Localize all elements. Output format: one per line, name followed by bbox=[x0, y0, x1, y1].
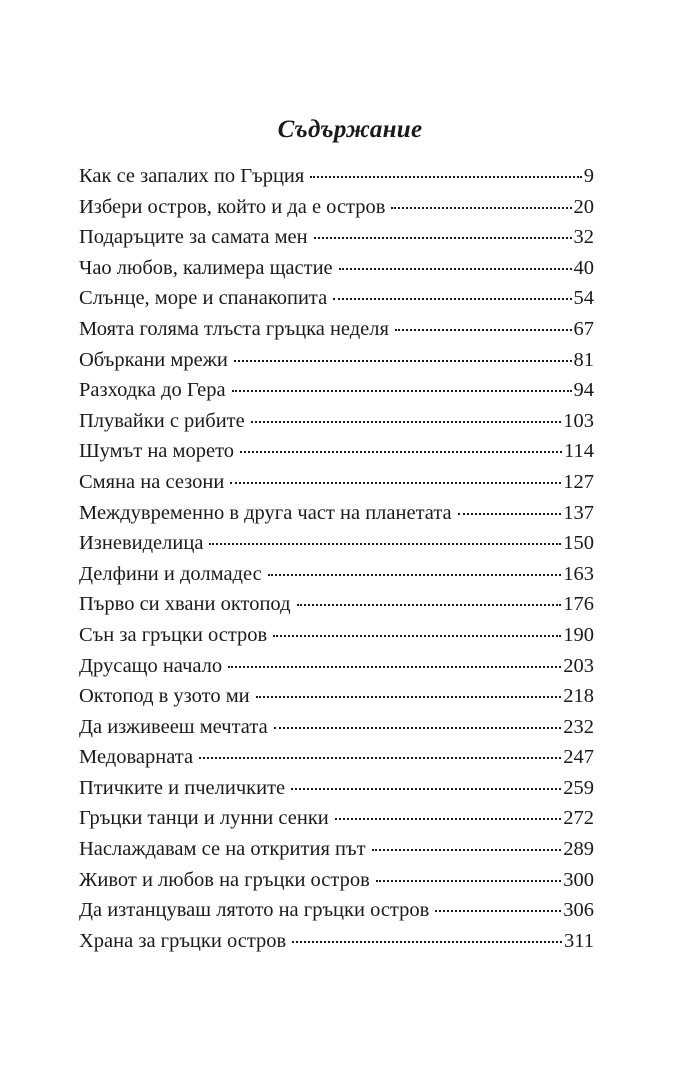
toc-entry bbox=[79, 253, 594, 284]
toc-entry bbox=[79, 620, 594, 651]
toc-entry bbox=[79, 345, 594, 376]
toc-entry bbox=[79, 803, 594, 834]
toc-entry-title: Моята голяма тлъста гръцка неделя bbox=[79, 317, 389, 340]
toc-entry-title: Разходка до Гера bbox=[79, 379, 226, 402]
toc-entry-page-number: 232 bbox=[563, 715, 594, 738]
dot-leader bbox=[335, 818, 562, 820]
page-title: Съдържание bbox=[277, 115, 423, 143]
toc-entry bbox=[79, 528, 594, 559]
toc-entry bbox=[79, 681, 594, 712]
toc-entry-page-number: 9 bbox=[583, 165, 594, 187]
toc-entry-page-number: 190 bbox=[563, 623, 594, 646]
toc-entry-page-number: 203 bbox=[563, 654, 594, 677]
toc-entry-title: Избери остров, който и да е остров bbox=[79, 195, 386, 218]
toc-entry-title: Да изтанцуваш лятото на гръцки остров bbox=[79, 899, 430, 922]
toc-entry bbox=[79, 651, 594, 682]
toc-entry-page-number: 20 bbox=[573, 195, 594, 218]
dot-leader bbox=[240, 451, 562, 453]
dot-leader bbox=[395, 329, 572, 331]
toc-entry-title: Октопод в узото ми bbox=[79, 685, 250, 708]
toc-entry-page-number: 40 bbox=[573, 256, 594, 279]
dot-leader bbox=[314, 237, 572, 239]
toc-entry bbox=[79, 375, 594, 406]
toc-entry-title: Делфини и долмадес bbox=[79, 562, 262, 585]
toc-entry-page-number: 54 bbox=[573, 287, 594, 310]
toc-entry-page-number: 67 bbox=[573, 317, 594, 340]
toc-entry bbox=[79, 192, 594, 223]
toc-entry-title: Объркани мрежи bbox=[79, 348, 228, 371]
toc-entry bbox=[79, 834, 594, 865]
toc-entry-page-number: 289 bbox=[563, 838, 594, 861]
toc-entry-page-number: 259 bbox=[563, 776, 594, 799]
toc-entry-page-number: 218 bbox=[563, 685, 594, 708]
toc-entry-page-number: 247 bbox=[563, 746, 594, 769]
toc-entry bbox=[79, 436, 594, 467]
toc-entry-page-number: 150 bbox=[563, 532, 594, 555]
dot-leader bbox=[251, 421, 562, 423]
table-of-contents bbox=[79, 161, 594, 956]
toc-entry-page-number: 81 bbox=[573, 348, 594, 371]
dot-leader bbox=[273, 635, 561, 637]
dot-leader bbox=[292, 941, 562, 943]
toc-entry-title: Да изживееш мечтата bbox=[79, 715, 268, 738]
toc-entry-page-number: 272 bbox=[563, 807, 594, 830]
toc-entry bbox=[79, 406, 594, 437]
toc-entry bbox=[79, 773, 594, 804]
toc-entry-title: Смяна на сезони bbox=[79, 470, 225, 493]
dot-leader bbox=[333, 298, 571, 300]
dot-leader bbox=[297, 604, 562, 606]
dot-leader bbox=[234, 360, 572, 362]
dot-leader bbox=[291, 788, 561, 790]
toc-entry-title: Сън за гръцки остров bbox=[79, 623, 268, 646]
dot-leader bbox=[458, 513, 562, 515]
toc-entry-title: Живот и любов на гръцки остров bbox=[79, 868, 370, 891]
toc-entry-title: Чао любов, калимера щастие bbox=[79, 256, 333, 279]
toc-entry-title: Птичките и пчеличките bbox=[79, 776, 286, 799]
toc-entry bbox=[79, 161, 594, 192]
dot-leader bbox=[209, 543, 561, 545]
toc-entry-page-number: 163 bbox=[563, 562, 594, 585]
toc-entry-page-number: 176 bbox=[563, 593, 594, 616]
dot-leader bbox=[230, 482, 561, 484]
toc-entry bbox=[79, 865, 594, 896]
dot-leader bbox=[376, 880, 561, 882]
toc-entry-page-number: 306 bbox=[563, 899, 594, 922]
dot-leader bbox=[199, 757, 561, 759]
dot-leader bbox=[435, 910, 561, 912]
toc-entry bbox=[79, 895, 594, 926]
toc-entry bbox=[79, 712, 594, 743]
toc-entry-title: Храна за гръцки остров bbox=[79, 929, 287, 952]
toc-entry bbox=[79, 222, 594, 253]
dot-leader bbox=[310, 176, 581, 178]
dot-leader bbox=[232, 390, 572, 392]
toc-entry-title: Друсащо начало bbox=[79, 654, 223, 677]
toc-entry-title: Медоварната bbox=[79, 746, 194, 769]
toc-entry bbox=[79, 467, 594, 498]
toc-entry-page-number: 32 bbox=[573, 226, 594, 249]
toc-entry-title: Гръцки танци и лунни сенки bbox=[79, 807, 329, 830]
toc-entry-title: Междувременно в друга част на планетата bbox=[79, 501, 452, 524]
toc-entry-page-number: 103 bbox=[563, 409, 594, 432]
toc-entry-title: Плувайки с рибите bbox=[79, 409, 245, 432]
dot-leader bbox=[372, 849, 562, 851]
dot-leader bbox=[339, 268, 572, 270]
dot-leader bbox=[228, 666, 561, 668]
toc-entry-title: Слънце, море и спанакопита bbox=[79, 287, 328, 310]
toc-entry bbox=[79, 314, 594, 345]
toc-entry-page-number: 127 bbox=[563, 470, 594, 493]
toc-entry bbox=[79, 926, 594, 957]
toc-entry bbox=[79, 559, 594, 590]
toc-entry-title: Как се запалих по Гърция bbox=[79, 165, 305, 187]
toc-entry-title: Изневиделица bbox=[79, 532, 204, 555]
dot-leader bbox=[256, 696, 562, 698]
dot-leader bbox=[268, 574, 562, 576]
toc-entry-title: Първо си хвани октопод bbox=[79, 593, 291, 616]
toc-entry bbox=[79, 589, 594, 620]
toc-entry-title: Наслаждавам се на открития път bbox=[79, 838, 366, 861]
dot-leader bbox=[274, 727, 562, 729]
toc-entry-title: Подаръците за самата мен bbox=[79, 226, 308, 249]
toc-entry-title: Шумът на морето bbox=[79, 440, 235, 463]
dot-leader bbox=[391, 207, 571, 209]
toc-entry bbox=[79, 498, 594, 529]
toc-entry-page-number: 94 bbox=[573, 379, 594, 402]
toc-entry-page-number: 137 bbox=[563, 501, 594, 524]
toc-entry bbox=[79, 283, 594, 314]
toc-entry-page-number: 300 bbox=[563, 868, 594, 891]
toc-entry bbox=[79, 742, 594, 773]
toc-entry-page-number: 311 bbox=[564, 929, 594, 952]
toc-entry-page-number: 114 bbox=[564, 440, 594, 463]
